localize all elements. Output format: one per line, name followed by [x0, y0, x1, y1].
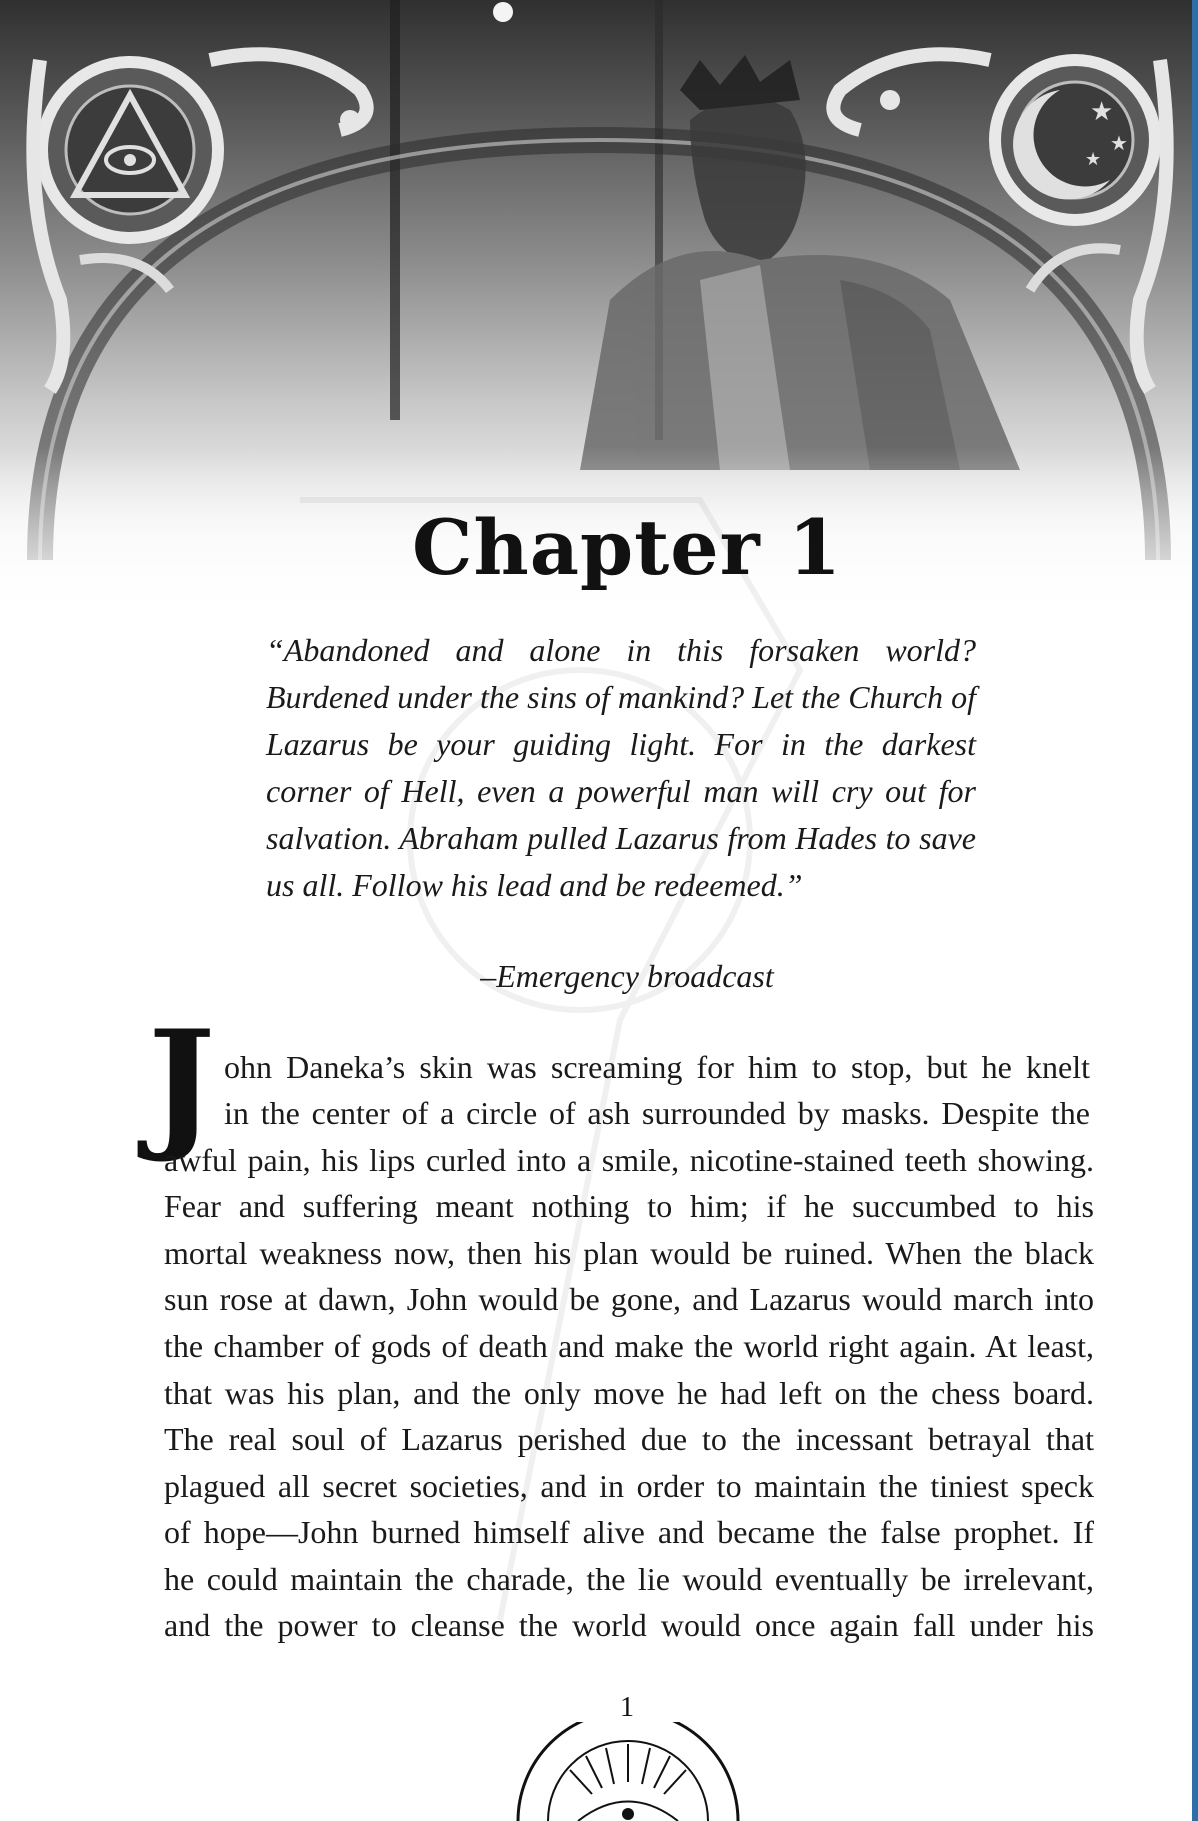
body-text-line: of hope—John burned himself alive and became the false prophet. If — [164, 1514, 1094, 1550]
page-number: 1 — [620, 1692, 634, 1723]
body-text-line: Fear and suffering meant nothing to him; if he succumbed to his — [164, 1188, 1094, 1224]
body-text-line: the chamber of gods of death and make the world right again. At least, — [164, 1328, 1094, 1364]
sun-emblem-icon — [508, 1722, 748, 1821]
drop-cap: J — [148, 1000, 216, 1166]
body-text-line: The real soul of Lazarus perished due to the incessant betrayal that — [164, 1421, 1094, 1457]
epigraph-attribution: –Emergency broadcast — [480, 958, 774, 994]
body-text-line: that was his plan, and the only move he had left on the chess board. — [164, 1375, 1094, 1411]
body-text-line: sun rose at dawn, John would be gone, and Lazarus would march into — [164, 1281, 1094, 1317]
page-edge-bar — [1192, 0, 1198, 1821]
body-text-line: awful pain, his lips curled into a smile, nicotine-stained teeth showing. — [164, 1142, 1094, 1178]
body-text-line: in the center of a circle of ash surrounded by masks. Despite the — [224, 1095, 1090, 1131]
epigraph-quote: “Abandoned and alone in this forsaken world? Burdened under the sins of mankind? Let the Church of Lazarus be your guiding light. For in the darkest corner of Hell, even a powerful man will cry out for salvation. Abraham pulled Lazarus from Hades to save us all. Follow his lead and be redeemed.” — [266, 632, 976, 903]
body-text-line: he could maintain the charade, the lie would eventually be irrelevant, — [164, 1561, 1094, 1597]
body-text-line: mortal weakness now, then his plan would be ruined. When the black — [164, 1235, 1094, 1271]
body-text-line: plagued all secret societies, and in order to maintain the tiniest speck — [164, 1468, 1094, 1504]
body-text-line: and the power to cleanse the world would once again fall under his — [164, 1607, 1094, 1643]
chapter-title: Chapter 1 — [412, 503, 842, 592]
body-text-line: ohn Daneka’s skin was screaming for him to stop, but he knelt — [224, 1049, 1090, 1085]
